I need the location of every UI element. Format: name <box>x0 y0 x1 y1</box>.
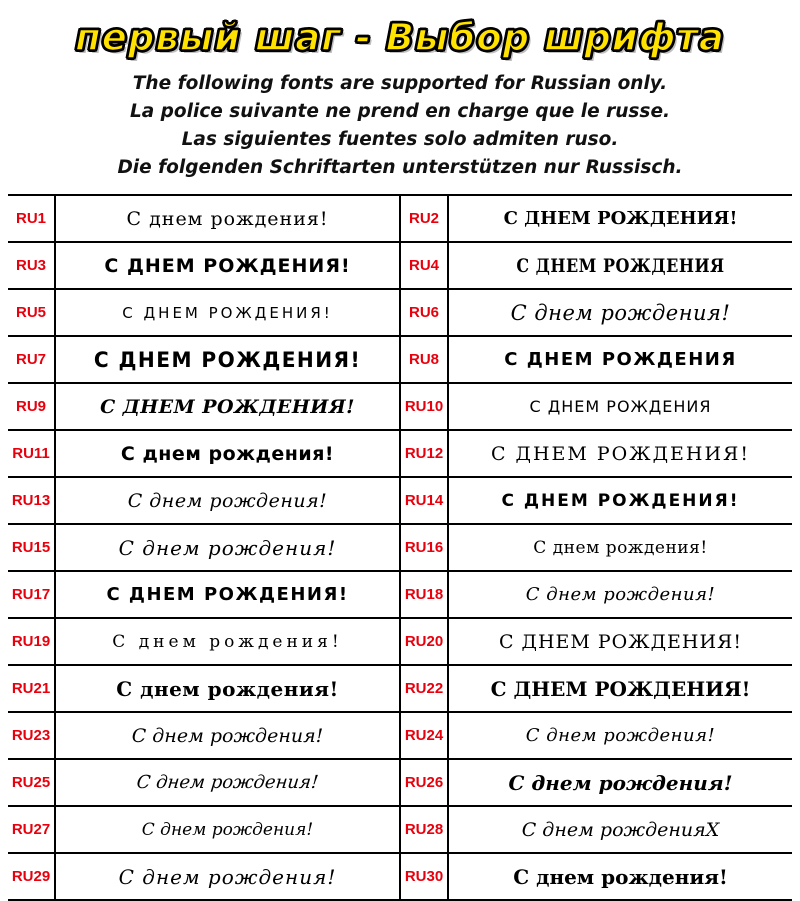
font-code-label: RU21 <box>8 666 56 711</box>
table-row <box>8 431 792 478</box>
intro-line-de: Die folgenden Schriftarten unterstützen nur Russisch. <box>117 157 683 179</box>
table-row <box>8 384 792 431</box>
font-option-ru8[interactable] <box>399 337 792 382</box>
font-code-label: RU12 <box>401 431 449 476</box>
table-row <box>8 572 792 619</box>
font-code-label: RU20 <box>401 619 449 664</box>
font-sample-text: С днем рождения! <box>127 489 328 512</box>
font-code-label: RU4 <box>401 243 449 288</box>
font-option-ru16[interactable] <box>399 525 792 570</box>
font-code-label: RU6 <box>401 290 449 335</box>
font-sample-text: С днем рождения! <box>116 676 339 701</box>
table-row <box>8 666 792 713</box>
font-code-label: RU30 <box>401 854 449 899</box>
intro-line-es: Las siguientes fuentes solo admiten ruso. <box>181 129 619 151</box>
font-sample-text: С днем рождения! <box>126 207 329 230</box>
font-sample-text: С днем рождения! <box>508 770 733 795</box>
font-code-label: RU3 <box>8 243 56 288</box>
font-option-ru26[interactable] <box>399 760 792 805</box>
table-row <box>8 196 792 243</box>
intro-block <box>0 66 800 190</box>
font-code-label: RU17 <box>8 572 56 617</box>
font-option-ru12[interactable] <box>399 431 792 476</box>
font-code-label: RU1 <box>8 196 56 241</box>
font-option-ru11[interactable] <box>8 431 399 476</box>
font-code-label: RU16 <box>401 525 449 570</box>
font-code-label: RU14 <box>401 478 449 523</box>
font-option-ru25[interactable] <box>8 760 399 805</box>
font-sample-text: С днем рождения! <box>510 300 731 325</box>
font-sample-text: С ДНЕМ РОЖДЕНИЯ! <box>93 347 362 372</box>
font-sample-text: С днем рождения! <box>112 631 343 652</box>
table-row <box>8 525 792 572</box>
font-table <box>8 194 792 901</box>
table-row <box>8 713 792 760</box>
font-sample-text: С ДНЕМ РОЖДЕНИЯ! <box>498 630 743 653</box>
font-sample-text: С днем рождения! <box>135 772 320 794</box>
font-code-label: RU13 <box>8 478 56 523</box>
font-sample-text: С днем рожденияХ <box>521 818 720 841</box>
table-row <box>8 337 792 384</box>
font-sample-text: С ДНЕМ РОЖДЕНИЯ! <box>100 395 355 418</box>
font-code-label: RU15 <box>8 525 56 570</box>
font-code-label: RU27 <box>8 807 56 852</box>
font-option-ru9[interactable] <box>8 384 399 429</box>
font-sample-text: С ДНЕМ РОЖДЕНИЯ <box>516 255 725 277</box>
font-option-ru27[interactable] <box>8 807 399 852</box>
font-option-ru10[interactable] <box>399 384 792 429</box>
font-code-label: RU22 <box>401 666 449 711</box>
intro-line-en: The following fonts are supported for Russian only. <box>132 73 668 94</box>
font-code-label: RU23 <box>8 713 56 758</box>
font-option-ru6[interactable] <box>399 290 792 335</box>
font-option-ru21[interactable] <box>8 666 399 711</box>
font-option-ru7[interactable] <box>8 337 399 382</box>
table-row <box>8 807 792 854</box>
font-option-ru23[interactable] <box>8 713 399 758</box>
font-option-ru30[interactable] <box>399 854 792 899</box>
table-row <box>8 854 792 901</box>
font-sample-text: С ДНЕМ РОЖДЕНИЯ! <box>490 442 751 465</box>
font-sample-text: С ДНЕМ РОЖДЕНИЯ! <box>490 676 751 701</box>
font-sample-text: С ДНЕМ РОЖДЕНИЯ! <box>503 208 738 230</box>
font-option-ru22[interactable] <box>399 666 792 711</box>
font-code-label: RU25 <box>8 760 56 805</box>
font-code-label: RU18 <box>401 572 449 617</box>
font-sample-text: С днем рождения! <box>131 724 324 747</box>
font-sample-text: С ДНЕМ РОЖДЕНИЯ! <box>501 490 740 511</box>
font-code-label: RU2 <box>401 196 449 241</box>
page-title: первый шаг - Выбор шрифта <box>75 15 725 59</box>
font-code-label: RU8 <box>401 337 449 382</box>
font-sample-text: С днем рождения! <box>141 819 314 840</box>
intro-line-fr: La police suivante ne prend en charge que le russe. <box>129 101 671 123</box>
font-option-ru2[interactable] <box>399 196 792 241</box>
font-sample-text: С днем рождения! <box>118 535 337 560</box>
table-row <box>8 760 792 807</box>
font-sample-text: С днем рождения! <box>525 725 716 747</box>
font-option-ru24[interactable] <box>399 713 792 758</box>
font-option-ru17[interactable] <box>8 572 399 617</box>
font-code-label: RU24 <box>401 713 449 758</box>
font-option-ru4[interactable] <box>399 243 792 288</box>
table-row <box>8 478 792 525</box>
font-option-ru3[interactable] <box>8 243 399 288</box>
font-option-ru19[interactable] <box>8 619 399 664</box>
font-sample-text: С ДНЕМ РОЖДЕНИЯ <box>504 349 737 371</box>
font-code-label: RU7 <box>8 337 56 382</box>
font-sample-text: С днем рождения! <box>118 864 337 889</box>
font-option-ru29[interactable] <box>8 854 399 899</box>
font-option-ru1[interactable] <box>8 196 399 241</box>
font-sample-text: С ДНЕМ РОЖДЕНИЯ! <box>104 254 351 277</box>
font-code-label: RU11 <box>8 431 56 476</box>
font-option-ru14[interactable] <box>399 478 792 523</box>
font-selection-page <box>0 12 800 889</box>
font-option-ru15[interactable] <box>8 525 399 570</box>
font-sample-text: С ДНЕМ РОЖДЕНИЯ! <box>122 303 333 322</box>
font-code-label: RU10 <box>401 384 449 429</box>
font-code-label: RU28 <box>401 807 449 852</box>
font-option-ru28[interactable] <box>399 807 792 852</box>
font-code-label: RU5 <box>8 290 56 335</box>
font-code-label: RU26 <box>401 760 449 805</box>
font-code-label: RU29 <box>8 854 56 899</box>
font-sample-text: С днем рождения! <box>513 864 728 889</box>
font-sample-text: С днем рождения! <box>120 442 335 465</box>
font-sample-text: С днем рождения! <box>533 537 708 558</box>
font-sample-text: С ДНЕМ РОЖДЕНИЯ <box>529 397 712 417</box>
table-row <box>8 619 792 666</box>
font-sample-text: С ДНЕМ РОЖДЕНИЯ! <box>106 584 349 606</box>
font-option-ru18[interactable] <box>399 572 792 617</box>
table-row <box>8 290 792 337</box>
font-code-label: RU9 <box>8 384 56 429</box>
table-row <box>8 243 792 290</box>
font-option-ru13[interactable] <box>8 478 399 523</box>
font-code-label: RU19 <box>8 619 56 664</box>
font-sample-text: С днем рождения! <box>525 584 716 606</box>
font-option-ru5[interactable] <box>8 290 399 335</box>
font-option-ru20[interactable] <box>399 619 792 664</box>
header-banner <box>6 12 794 62</box>
